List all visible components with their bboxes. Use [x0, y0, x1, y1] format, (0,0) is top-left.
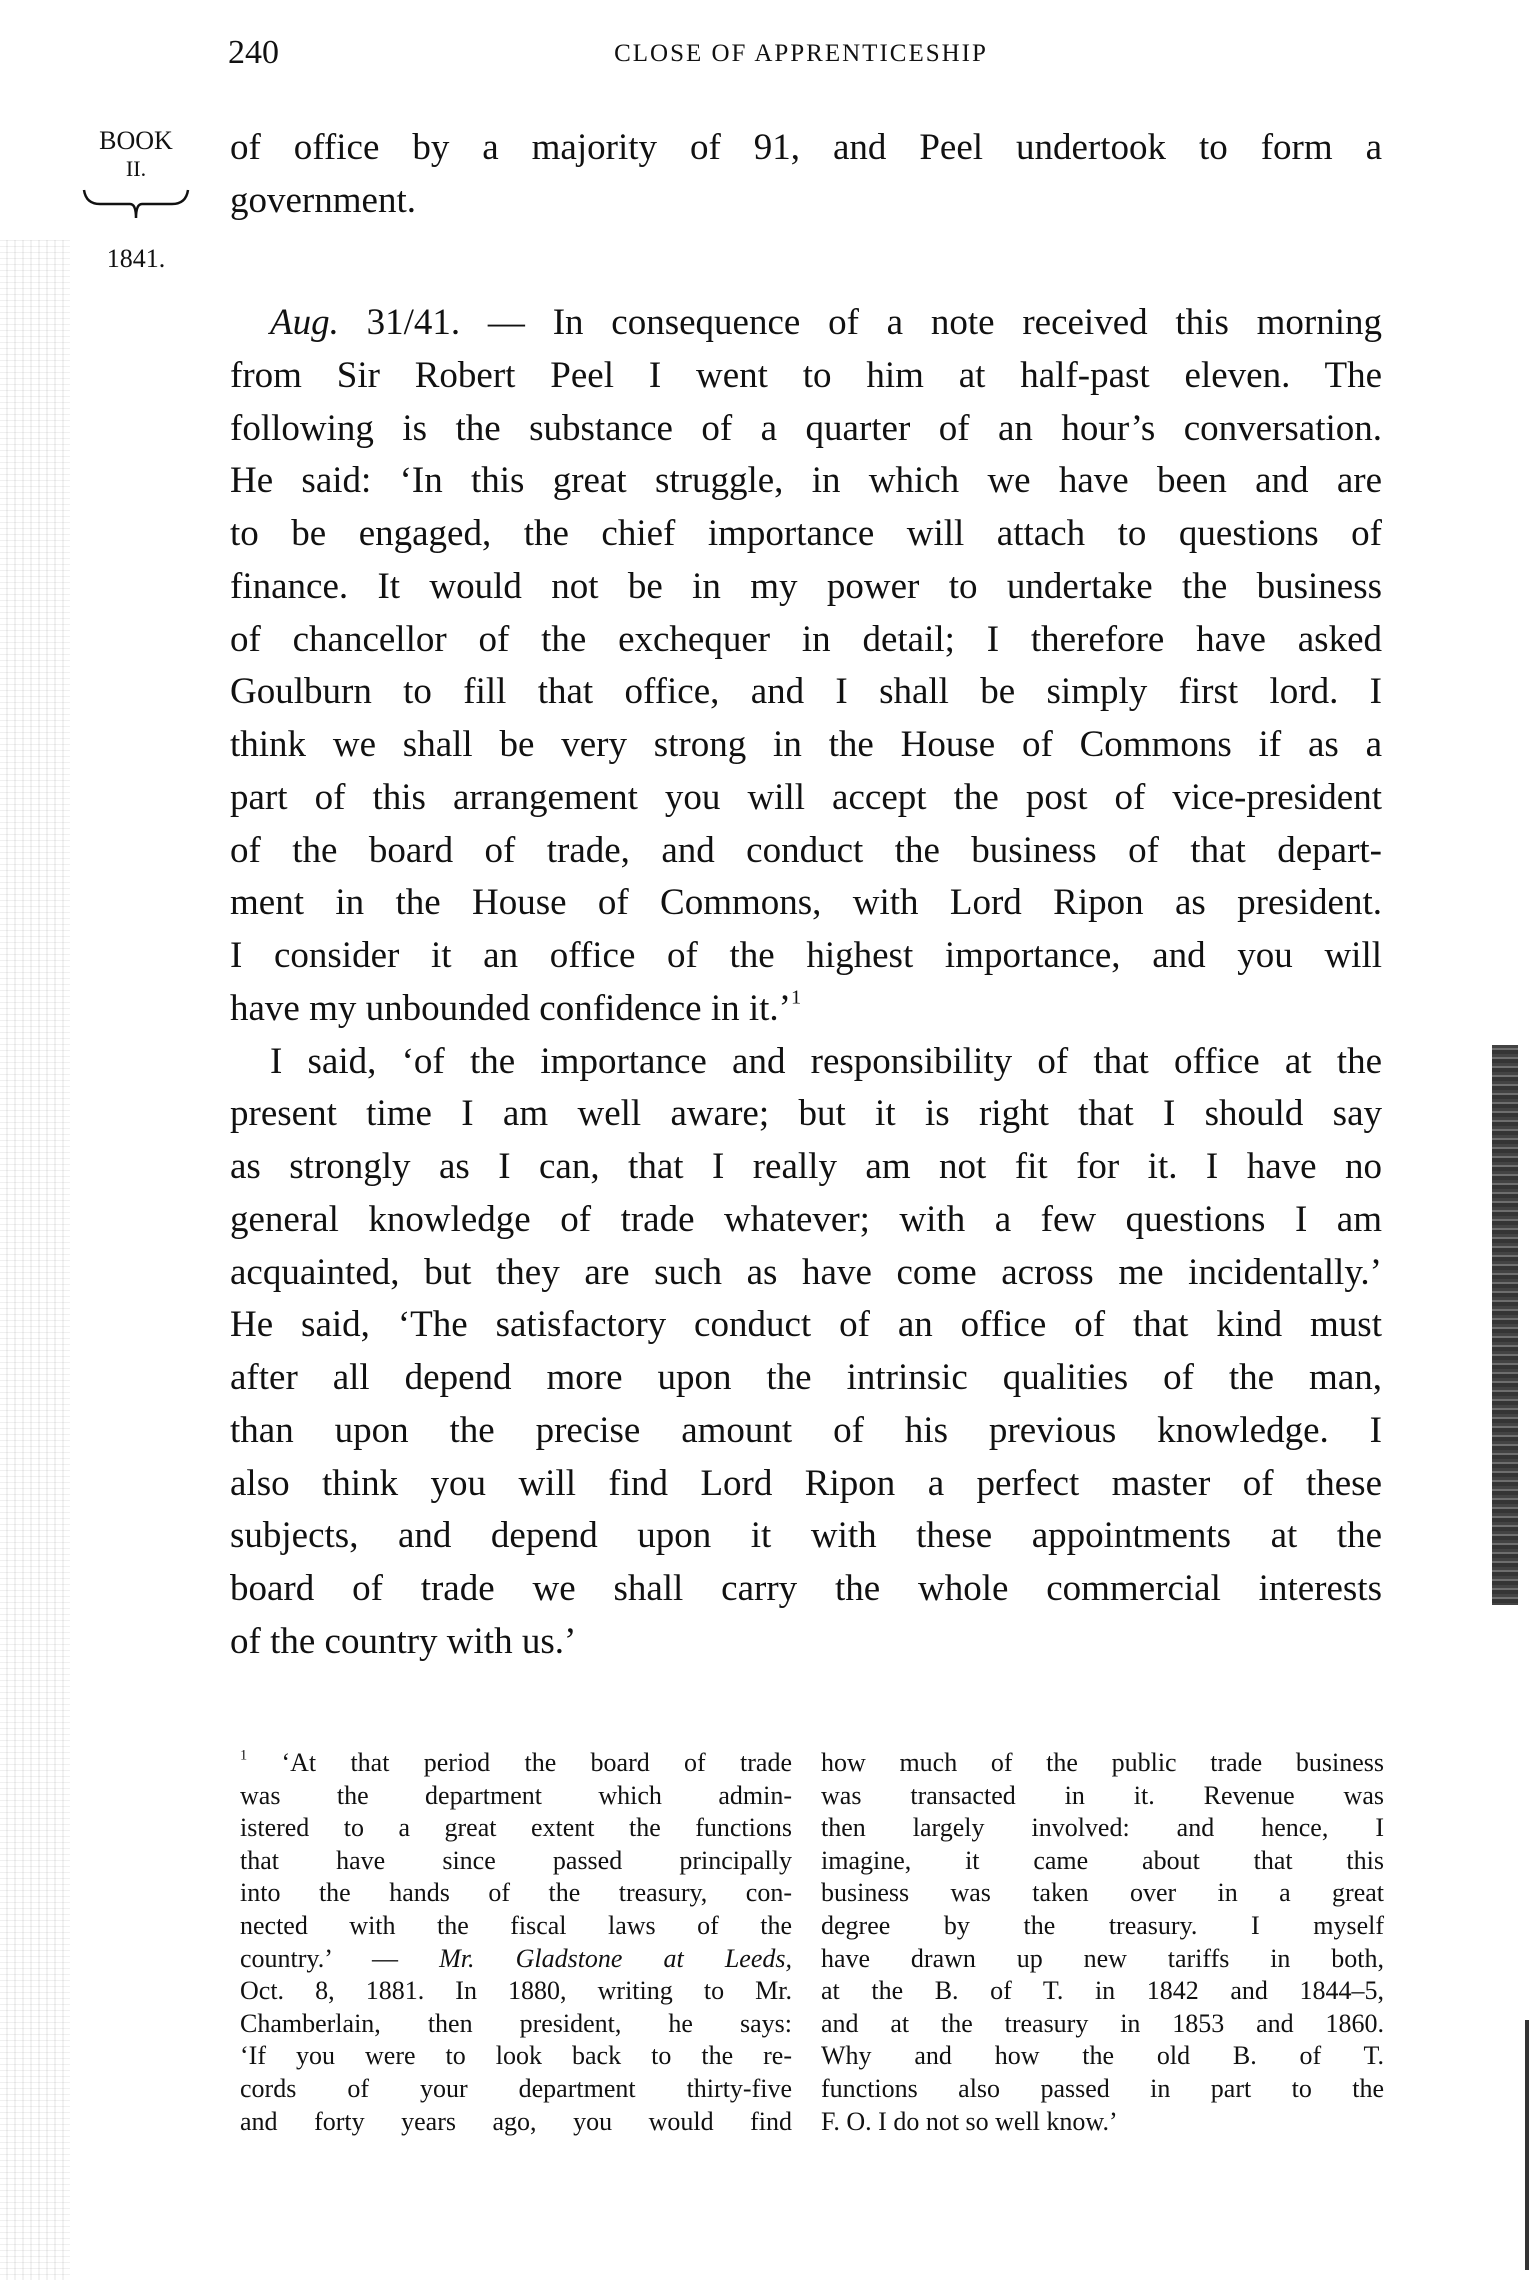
text-segment: country.’ —: [240, 1944, 440, 1973]
footnote-line-right: imagine, it came about that this: [821, 1846, 1384, 1875]
body-line: of the board of trade, and conduct the business of that depart-: [230, 830, 1382, 871]
body-line: subjects, and depend upon it with these appointments at the: [230, 1515, 1382, 1556]
footnote-line-left: ‘If you were to look back to the re-: [240, 2041, 792, 2070]
footnote-line-left: was the department which admin-: [240, 1781, 792, 1810]
body-line: He said, ‘The satisfactory conduct of an office of that kind must: [230, 1304, 1382, 1345]
page-number: 240: [228, 34, 279, 71]
body-line: He said: ‘In this great struggle, in which we have been and are: [230, 460, 1382, 501]
body-line: think we shall be very strong in the House of Commons if as a: [230, 724, 1382, 765]
footnote-line-right: then largely involved: and hence, I: [821, 1813, 1384, 1842]
body-line: government.: [230, 180, 416, 221]
italic-text: Aug.: [270, 302, 339, 343]
body-line: part of this arrangement you will accept the post of vice-president: [230, 777, 1382, 818]
body-line: of office by a majority of 91, and Peel undertook to form a: [230, 127, 1382, 168]
body-line: of chancellor of the exchequer in detail; I therefore have asked: [230, 619, 1382, 660]
running-title: CLOSE OF APPRENTICESHIP: [614, 40, 988, 67]
footnote-line-right: have drawn up new tariffs in both,: [821, 1944, 1384, 1973]
body-line: than upon the precise amount of his previous knowledge. I: [230, 1410, 1382, 1451]
brace-icon: [80, 188, 192, 224]
footnote-line-left: and forty years ago, you would find: [240, 2107, 792, 2136]
footnote-marker: 1: [240, 1747, 248, 1764]
scan-artifact-bar: [1492, 1045, 1518, 1605]
footnote-line-left: istered to a great extent the functions: [240, 1813, 792, 1842]
footnote-line-left: into the hands of the treasury, con-: [240, 1878, 792, 1907]
footnote-line-right: was transacted in it. Revenue was: [821, 1781, 1384, 1810]
footnote-line-left: [240, 1748, 792, 1778]
text-segment: ‘At that period the board of trade: [247, 1748, 792, 1777]
text-segment: have my unbounded confidence in it.’: [230, 988, 791, 1029]
body-line: following is the substance of a quarter of an hour’s conversation.: [230, 408, 1382, 449]
body-line: acquainted, but they are such as have come across me incidentally.’: [230, 1252, 1382, 1293]
body-line: as strongly as I can, that I really am not fit for it. I have no: [230, 1146, 1382, 1187]
footnote-line-right: at the B. of T. in 1842 and 1844–5,: [821, 1976, 1384, 2005]
footnote-line-left: cords of your department thirty-five: [240, 2074, 792, 2103]
italic-text: Mr. Gladstone at Leeds,: [439, 1944, 792, 1973]
body-line: to be engaged, the chief importance will attach to questions of: [230, 513, 1382, 554]
footnote-line-right: F. O. I do not so well know.’: [821, 2107, 1118, 2136]
footnote-line-right: functions also passed in part to the: [821, 2074, 1384, 2103]
body-line: from Sir Robert Peel I went to him at half-past eleven. The: [230, 355, 1382, 396]
footnote-line-left: [240, 1944, 792, 1974]
body-line: of the country with us.’: [230, 1621, 577, 1662]
body-line: general knowledge of trade whatever; with a few questions I am: [230, 1199, 1382, 1240]
margin-year: 1841.: [106, 244, 166, 273]
footnote-line-left: Oct. 8, 1881. In 1880, writing to Mr.: [240, 1976, 792, 2005]
body-line: finance. It would not be in my power to undertake the business: [230, 566, 1382, 607]
scan-edge-speckle: [0, 240, 70, 2280]
body-line: board of trade we shall carry the whole commercial interests: [230, 1568, 1382, 1609]
footnote-line-left: that have since passed principally: [240, 1846, 792, 1875]
body-line: [230, 987, 1382, 1031]
footnote-line-right: Why and how the old B. of T.: [821, 2041, 1384, 2070]
scan-artifact-edge: [1525, 2020, 1529, 2270]
text-segment: 31/41. — In consequence of a note received this morning: [338, 302, 1382, 343]
footnote-marker: 1: [791, 986, 802, 1009]
body-line: after all depend more upon the intrinsic qualities of the man,: [230, 1357, 1382, 1398]
body-line: [230, 301, 1382, 345]
footnote-line-left: nected with the fiscal laws of the: [240, 1911, 792, 1940]
body-line: I consider it an office of the highest importance, and you will: [230, 935, 1382, 976]
footnote-line-right: degree by the treasury. I myself: [821, 1911, 1384, 1940]
footnote-line-right: how much of the public trade business: [821, 1748, 1384, 1777]
margin-book-label: BOOK: [99, 126, 173, 155]
body-line: ment in the House of Commons, with Lord Ripon as president.: [230, 882, 1382, 923]
body-line: also think you will find Lord Ripon a perfect master of these: [230, 1463, 1382, 1504]
margin-book-number: II.: [125, 156, 147, 181]
body-line: I said, ‘of the importance and responsibility of that office at the: [270, 1041, 1382, 1082]
body-line: present time I am well aware; but it is right that I should say: [230, 1093, 1382, 1134]
footnote-line-left: Chamberlain, then president, he says:: [240, 2009, 792, 2038]
footnote-line-right: and at the treasury in 1853 and 1860.: [821, 2009, 1384, 2038]
body-line: Goulburn to fill that office, and I shall be simply first lord. I: [230, 671, 1382, 712]
footnote-line-right: business was taken over in a great: [821, 1878, 1384, 1907]
